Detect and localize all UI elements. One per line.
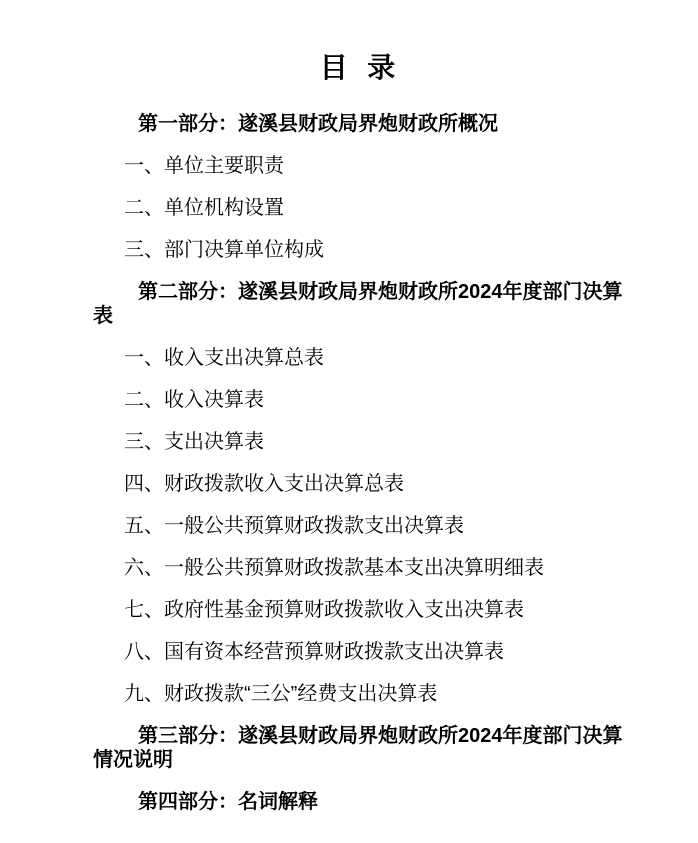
toc-item: 六、一般公共预算财政拨款基本支出决算明细表 (124, 557, 544, 579)
toc-item: 二、收入决算表 (124, 389, 264, 411)
toc-part-heading: 第二部分：遂溪县财政局界炮财政所2024年度部门决算表 (93, 281, 623, 327)
toc-item: 五、一般公共预算财政拨款支出决算表 (124, 515, 464, 537)
toc-item: 一、单位主要职责 (124, 155, 284, 177)
toc-item: 八、国有资本经营预算财政拨款支出决算表 (124, 641, 504, 663)
toc-entries (93, 112, 623, 814)
toc-item: 七、政府性基金预算财政拨款收入支出决算表 (124, 599, 524, 621)
toc-part-heading: 第四部分：名词解释 (138, 791, 318, 813)
toc-item: 九、财政拨款“三公”经费支出决算表 (124, 683, 438, 705)
toc-part-heading: 第三部分：遂溪县财政局界炮财政所2024年度部门决算情况说明 (93, 725, 623, 771)
toc-item: 四、财政拨款收入支出决算总表 (124, 473, 404, 495)
toc-item: 三、支出决算表 (124, 431, 264, 453)
toc-item: 二、单位机构设置 (124, 197, 284, 219)
toc-item: 三、部门决算单位构成 (124, 239, 324, 261)
toc-item: 一、收入支出决算总表 (124, 347, 324, 369)
toc-part-heading: 第一部分：遂溪县财政局界炮财政所概况 (138, 113, 498, 135)
toc-title: 目 录 (319, 52, 397, 83)
